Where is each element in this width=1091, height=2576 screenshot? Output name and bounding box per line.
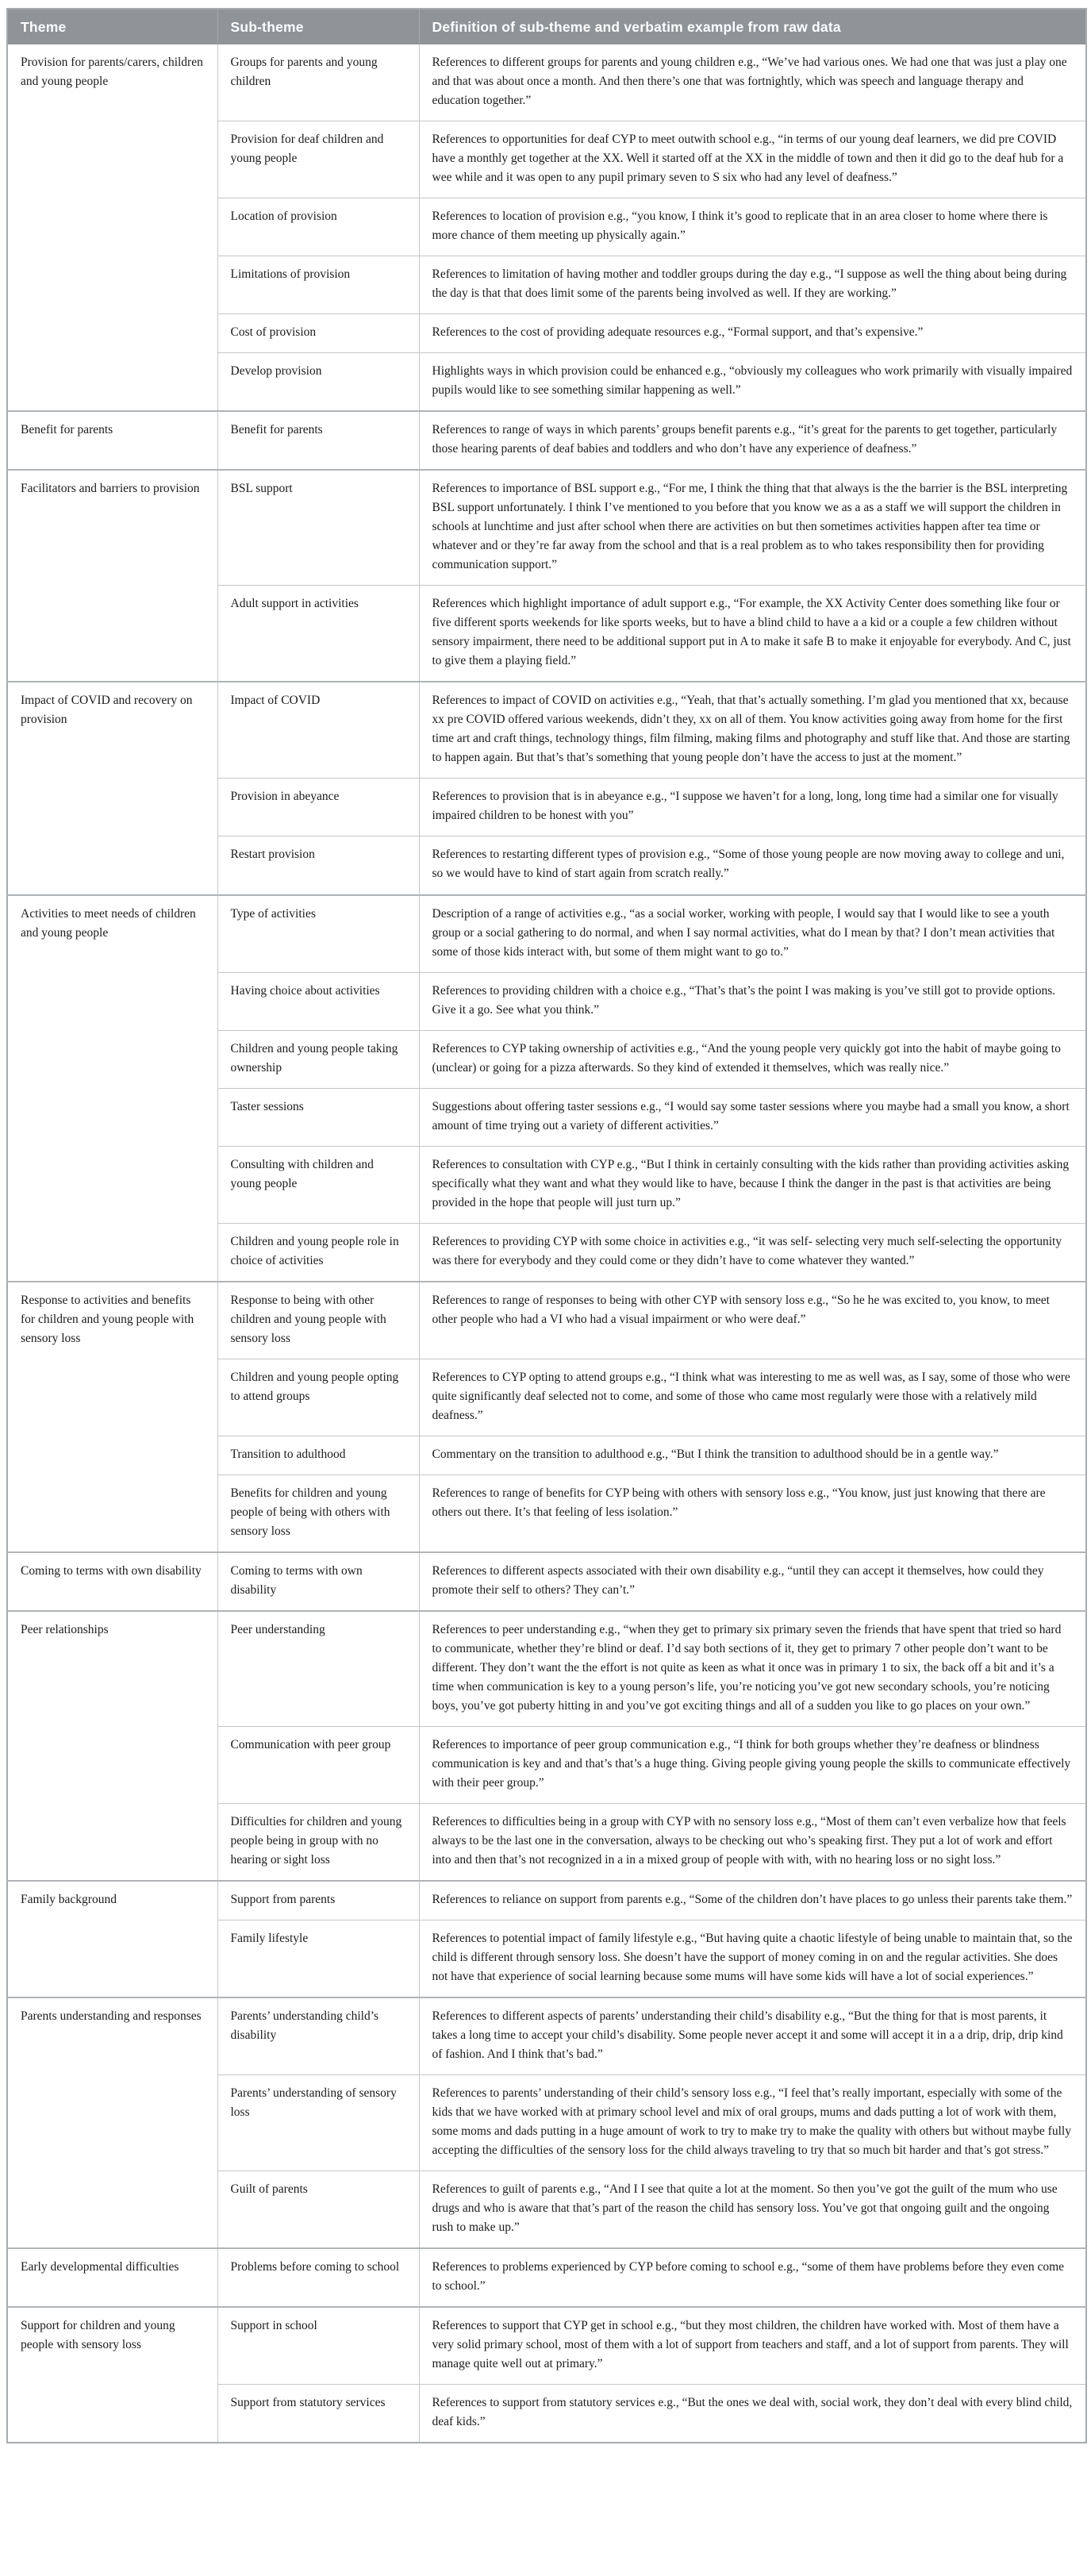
theme-cell: Early developmental difficulties	[7, 2248, 217, 2307]
subtheme-cell: Children and young people taking ownership	[217, 1030, 419, 1088]
subtheme-cell: Response to being with other children and young people with sensory loss	[217, 1282, 419, 1359]
subtheme-cell: Coming to terms with own disability	[217, 1552, 419, 1611]
subtheme-cell: Family lifestyle	[217, 1920, 419, 1998]
definition-cell: References to potential impact of family lifestyle e.g., “But having quite a chaotic lifestyle of being unable to maintain that, so the child is different through sensory loss. She doesn’t have the support of money coming in on and the regular activities. She does not have that experience of social learning because some mums will have some kids will have a lot of social experiences.”	[419, 1920, 1086, 1998]
definition-cell: References to provision that is in abeyance e.g., “I suppose we haven’t for a long, long, long time had a similar one for visually impaired children to be honest with you”	[419, 779, 1086, 836]
definition-cell: References to peer understanding e.g., “when they get to primary six primary seven the friends that have spent that tried so hard to communicate, whether they’re blind or deaf. I’d say both sections of it, they get to primary 7 other people don’t want to be different. They don’t want the the effort is not quite as keen as what it once was in primary 1 to six, the back off a bit and it’s a time when communication is key to a young person’s life, you’re noticing you’ve got new secondary schools, you’re noticing boys, you’ve got puberty hitting in and you’ve got exciting things and all of a sudden you like to go places on your own.”	[419, 1611, 1086, 1727]
definition-cell: References to guilt of parents e.g., “And I I see that quite a lot at the moment. So then you’ve got the guilt of the mum who use drugs and who is aware that that’s part of the reason the child has sensory loss. You’ve got that ongoing guilt and the ongoing rush to make up.”	[419, 2171, 1086, 2249]
subtheme-cell: Parents’ understanding child’s disability	[217, 1997, 419, 2075]
definition-cell: Highlights ways in which provision could be enhanced e.g., “obviously my colleagues who work primarily with visually impaired pupils would like to see something similar happening as well.”	[419, 353, 1086, 412]
definition-cell: References to range of responses to being with other CYP with sensory loss e.g., “So he he was excited to, you know, to meet other people who had a VI who had a visual impairment or who were deaf.”	[419, 1282, 1086, 1359]
subtheme-cell: Difficulties for children and young people being in group with no hearing or sight loss	[217, 1804, 419, 1882]
subtheme-cell: Guilt of parents	[217, 2171, 419, 2249]
table-row	[7, 1552, 1086, 1611]
definition-cell: References to parents’ understanding of their child’s sensory loss e.g., “I feel that’s really important, especially with some of the kids that we have worked with at primary school level and mix of oral groups, mums and dads putting a lot of work with them, some moms and dads putting in a huge amount of work to try to make try to make the quality with others but without maybe fully accepting the difficulties of the sensory loss for the child always traveling to try that so much bit harder and that’s got stress.”	[419, 2075, 1086, 2171]
definition-cell: References to reliance on support from parents e.g., “Some of the children don’t have places to go unless their parents take them.”	[419, 1881, 1086, 1920]
theme-cell: Facilitators and barriers to provision	[7, 470, 217, 682]
header-row	[7, 9, 1086, 44]
definition-cell: References to limitation of having mother and toddler groups during the day e.g., “I suppose as well the thing about being during the day is that that does limit some of the parents being involved as well. If they are working.”	[419, 256, 1086, 314]
subtheme-cell: Cost of provision	[217, 314, 419, 353]
subtheme-cell: Parents’ understanding of sensory loss	[217, 2075, 419, 2171]
definition-cell: References to different aspects associated with their own disability e.g., “until they can accept it themselves, how could they promote their self to others? They can’t.”	[419, 1552, 1086, 1611]
theme-cell: Support for children and young people with sensory loss	[7, 2307, 217, 2443]
subtheme-cell: Groups for parents and young children	[217, 44, 419, 121]
definition-cell: References to different groups for parents and young children e.g., “We’ve had various ones. We had one that was just a play one and that was about once a month. And then there’s one that was fortnightly, which was speech and language therapy and education together.”	[419, 44, 1086, 121]
header-theme: Theme	[7, 9, 217, 44]
table-row	[7, 470, 1086, 586]
definition-cell: References to consultation with CYP e.g., “But I think in certainly consulting with the kids rather than providing activities asking specifically what they want and what they would like to have, because I think the danger in the past is that activities are being provided in the hope that people will just turn up.”	[419, 1146, 1086, 1223]
table-row	[7, 411, 1086, 470]
definition-cell: References to range of benefits for CYP being with others with sensory loss e.g., “You know, just just knowing that there are others out there. It’s that feeling of less isolation.”	[419, 1474, 1086, 1552]
definition-cell: References to problems experienced by CYP before coming to school e.g., “some of them have problems before they even come to school.”	[419, 2248, 1086, 2307]
definition-cell: References to difficulties being in a group with CYP with no sensory loss e.g., “Most of them can’t even verbalize how that feels always to be the last one in the conversation, always to be checking out who’s speaking first. They put a lot of work and effort into and then that’s not recognized in a in a mixed group of people with with, with no hearing loss or no sight loss.”	[419, 1804, 1086, 1882]
definition-cell: References to support from statutory services e.g., “But the ones we deal with, social work, they don’t deal with every blind child, deaf kids.”	[419, 2385, 1086, 2443]
table-row	[7, 44, 1086, 121]
subtheme-cell: Provision in abeyance	[217, 779, 419, 836]
definition-cell: References to the cost of providing adequate resources e.g., “Formal support, and that’s expensive.”	[419, 314, 1086, 353]
definition-cell: Commentary on the transition to adulthood e.g., “But I think the transition to adulthood should be in a gentle way.”	[419, 1436, 1086, 1474]
header-subtheme: Sub-theme	[217, 9, 419, 44]
theme-cell: Peer relationships	[7, 1611, 217, 1881]
subtheme-cell: Benefit for parents	[217, 411, 419, 470]
table-row	[7, 1997, 1086, 2075]
definition-cell: References to providing children with a choice e.g., “That’s that’s the point I was making is you’ve still got to provide options. Give it a go. See what you think.”	[419, 972, 1086, 1030]
definition-cell: References to range of ways in which parents’ groups benefit parents e.g., “it’s great for the parents to get together, particularly those hearing parents of deaf babies and toddlers and who don’t have any experience of deafness.”	[419, 411, 1086, 470]
definition-cell: References to different aspects of parents’ understanding their child’s disability e.g., “But the thing for that is most parents, it takes a long time to accept your child’s disability. Some people never accept it and some will accept it in a a drip, drip, drip kind of fashion. And I think that’s bad.”	[419, 1997, 1086, 2075]
subtheme-cell: Restart provision	[217, 836, 419, 895]
definition-cell: References to restarting different types of provision e.g., “Some of those young people are now moving away to college and uni, so we would have to kind of start again from scratch really.”	[419, 836, 1086, 895]
theme-cell: Coming to terms with own disability	[7, 1552, 217, 1611]
definition-cell: References to CYP taking ownership of activities e.g., “And the young people very quickly got into the habit of maybe going to (unclear) or going for a pizza afterwards. So they kind of extended it themselves, which was really nice.”	[419, 1030, 1086, 1088]
theme-cell: Activities to meet needs of children and young people	[7, 895, 217, 1282]
themes-table-container	[6, 8, 1085, 2443]
subtheme-cell: Benefits for children and young people of being with others with sensory loss	[217, 1474, 419, 1552]
subtheme-cell: Problems before coming to school	[217, 2248, 419, 2307]
subtheme-cell: Support in school	[217, 2307, 419, 2385]
definition-cell: References to providing CYP with some choice in activities e.g., “it was self- selecting very much self-selecting the opportunity was there for everybody and they could come or they didn’t have to come whatever they wanted.”	[419, 1223, 1086, 1282]
subtheme-cell: Provision for deaf children and young people	[217, 121, 419, 198]
theme-cell: Response to activities and benefits for children and young people with sensory loss	[7, 1282, 217, 1552]
definition-cell: References to CYP opting to attend groups e.g., “I think what was interesting to me as well was, as I say, some of those who were quite significantly deaf selected not to come, and some of those who came most regularly were those with a relatively mild deafness.”	[419, 1359, 1086, 1436]
definition-cell: Description of a range of activities e.g., “as a social worker, working with people, I would say that I would like to see a youth group or a social gathering to do normal, and when I say normal activities, what do I mean by that? I don’t mean activities that some of those kids interact with, but some of them might want to go to.”	[419, 895, 1086, 973]
table-header	[7, 9, 1086, 44]
definition-cell: References to impact of COVID on activities e.g., “Yeah, that that’s actually something. I’m glad you mentioned that xx, because xx pre COVID offered various weekends, didn’t they, xx on all of them. You know activities going away from home for the first time art and craft things, technology things, film filming, making films and photography and stuff like that. And those are starting to happen again. But that’s that’s something that young people don’t have the access to just at the moment.”	[419, 682, 1086, 779]
subtheme-cell: Taster sessions	[217, 1088, 419, 1146]
table-row	[7, 1282, 1086, 1359]
table-row	[7, 2307, 1086, 2385]
table-row	[7, 895, 1086, 973]
subtheme-cell: Transition to adulthood	[217, 1436, 419, 1474]
table-row	[7, 1881, 1086, 1920]
theme-cell: Impact of COVID and recovery on provision	[7, 682, 217, 894]
table-row	[7, 2248, 1086, 2307]
subtheme-cell: Consulting with children and young people	[217, 1146, 419, 1223]
theme-cell: Benefit for parents	[7, 411, 217, 470]
subtheme-cell: Peer understanding	[217, 1611, 419, 1727]
definition-cell: References to support that CYP get in school e.g., “but they most children, the children have worked with. Most of them have a very solid primary school, most of them with a lot of support from teachers and staff, and a lot of support from parents. They will manage quite well out at primary.”	[419, 2307, 1086, 2385]
subtheme-cell: BSL support	[217, 470, 419, 586]
definition-cell: References which highlight importance of adult support e.g., “For example, the XX Activity Center does something like four or five different sports weekends for like sports weeks, but to have a blind child to have a a kid or a couple a few children without sensory impairment, there need to be additional support put in A to make it safe B to make it enjoyable for everybody. And C, just to give them a playing field.”	[419, 586, 1086, 682]
themes-table	[6, 8, 1087, 2443]
subtheme-cell: Having choice about activities	[217, 972, 419, 1030]
definition-cell: Suggestions about offering taster sessions e.g., “I would say some taster sessions where you maybe had a small you know, a short amount of time trying out a variety of different activities.”	[419, 1088, 1086, 1146]
subtheme-cell: Children and young people opting to attend groups	[217, 1359, 419, 1436]
subtheme-cell: Develop provision	[217, 353, 419, 412]
subtheme-cell: Type of activities	[217, 895, 419, 973]
subtheme-cell: Limitations of provision	[217, 256, 419, 314]
subtheme-cell: Location of provision	[217, 198, 419, 256]
definition-cell: References to importance of peer group communication e.g., “I think for both groups whether they’re deafness or blindness communication is key and and that’s that’s a huge thing. Giving people giving young people the skills to communicate effectively with their peer group.”	[419, 1726, 1086, 1803]
theme-cell: Provision for parents/carers, children and young people	[7, 44, 217, 411]
subtheme-cell: Impact of COVID	[217, 682, 419, 779]
table-body	[7, 44, 1086, 2443]
definition-cell: References to opportunities for deaf CYP to meet outwith school e.g., “in terms of our young deaf learners, we did pre COVID have a monthly get together at the XX. Well it started off at the XX in the middle of town and then it did go to the deaf hub for a wee while and it was open to any pupil primary seven to S six who had any level of deafness.”	[419, 121, 1086, 198]
definition-cell: References to importance of BSL support e.g., “For me, I think the thing that that always is the the barrier is the BSL interpreting BSL support unfortunately. I think I’ve mentioned to you before that you know we as a as a staff we will support the children in schools at lunchtime and just after school when there are activities on but then sometimes activities happen after tea time or whatever and or they’re far away from the school and that is a real problem as to who takes responsibility then for providing communication support.”	[419, 470, 1086, 586]
table-row	[7, 1611, 1086, 1727]
table-row	[7, 682, 1086, 779]
definition-cell: References to location of provision e.g., “you know, I think it’s good to replicate that in an area closer to home where there is more chance of them meeting up physically again.”	[419, 198, 1086, 256]
subtheme-cell: Support from parents	[217, 1881, 419, 1920]
subtheme-cell: Communication with peer group	[217, 1726, 419, 1803]
header-definition: Definition of sub-theme and verbatim example from raw data	[419, 9, 1086, 44]
subtheme-cell: Adult support in activities	[217, 586, 419, 682]
theme-cell: Parents understanding and responses	[7, 1997, 217, 2248]
theme-cell: Family background	[7, 1881, 217, 1997]
subtheme-cell: Children and young people role in choice of activities	[217, 1223, 419, 1282]
subtheme-cell: Support from statutory services	[217, 2385, 419, 2443]
